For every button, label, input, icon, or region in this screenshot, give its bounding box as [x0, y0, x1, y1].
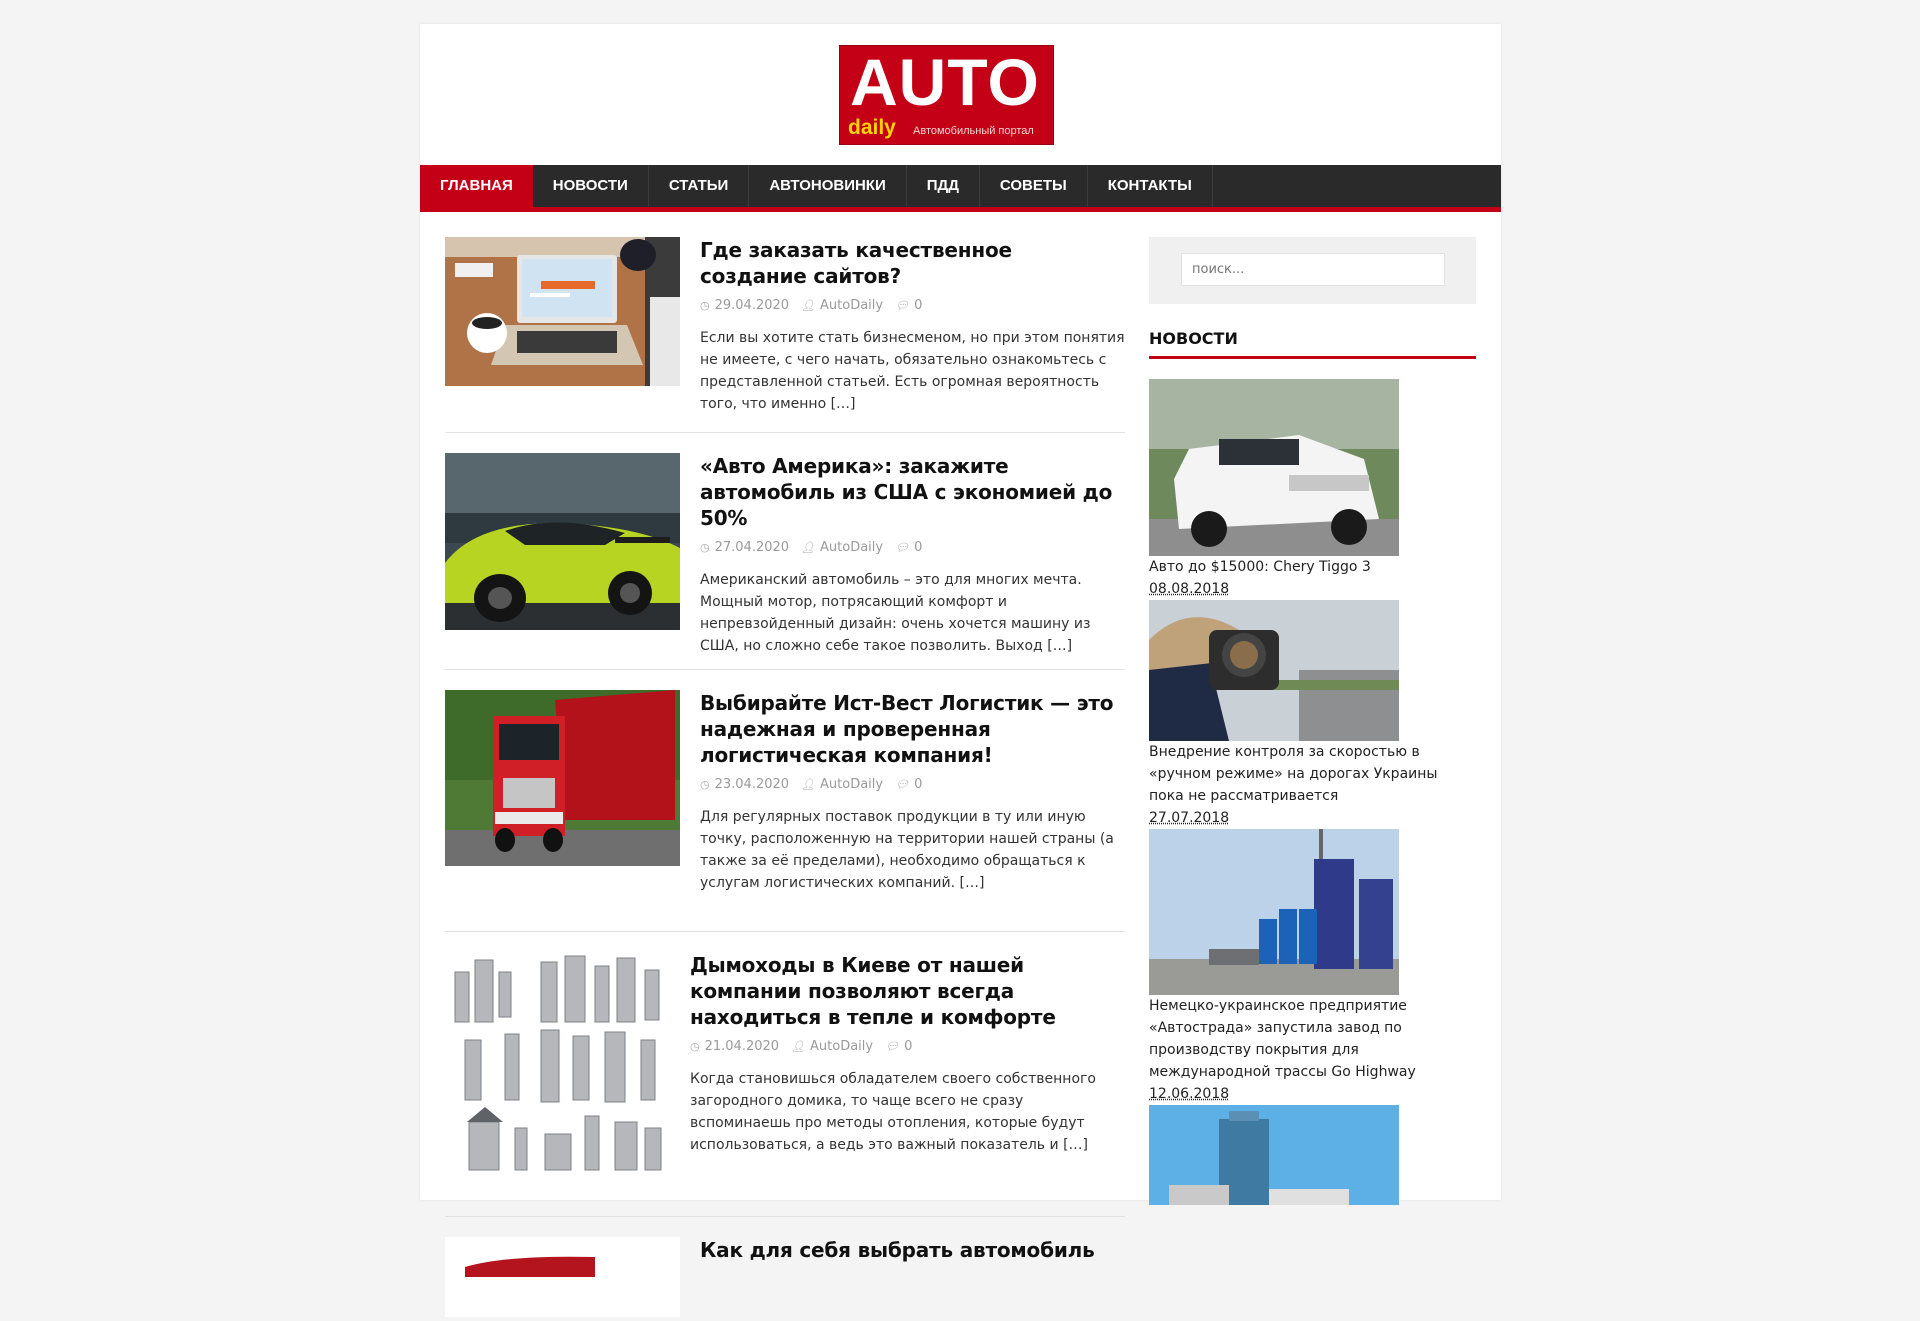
post-thumbnail-chimney-pipes[interactable] [445, 952, 680, 1178]
post-comments[interactable]: 💬︎ 0 [895, 777, 923, 792]
comment-icon: 💬︎ [895, 778, 910, 791]
clock-icon: ◷ [690, 1040, 700, 1053]
post-body [700, 690, 1125, 894]
comment-icon: 💬︎ [895, 299, 910, 312]
post-item [445, 1237, 1125, 1317]
post-item [445, 952, 1125, 1217]
news-thumbnail-factory[interactable] [1149, 829, 1399, 995]
search-input[interactable] [1181, 253, 1445, 286]
post-title[interactable]: Как для себя выбрать автомобиль [700, 1238, 1095, 1262]
post-item [445, 453, 1125, 670]
news-item [1149, 1105, 1476, 1205]
post-body [690, 952, 1125, 1156]
post-body [700, 1237, 1125, 1263]
read-more-link[interactable]: […] [1063, 1137, 1088, 1153]
nav-item-new-cars[interactable]: АВТОНОВИНКИ [749, 165, 906, 207]
logo-sub-text: daily [848, 116, 896, 139]
nav-item-contacts[interactable]: КОНТАКТЫ [1088, 165, 1213, 207]
clock-icon: ◷ [700, 299, 710, 312]
post-meta [700, 776, 1125, 794]
post-title[interactable]: Где заказать качественное создание сайтов? [700, 238, 1012, 288]
post-item [445, 690, 1125, 932]
news-date: 27.07.2018 [1149, 810, 1230, 826]
post-author[interactable]: 👤︎ AutoDaily [801, 298, 884, 313]
news-thumbnail-speed-radar[interactable] [1149, 600, 1399, 741]
nav-item-articles[interactable]: СТАТЬИ [649, 165, 750, 207]
page-container [420, 24, 1501, 1262]
post-date: ◷ 29.04.2020 [700, 298, 790, 313]
read-more-link[interactable]: […] [959, 875, 985, 891]
post-title[interactable]: Выбирайте Ист-Вест Логистик — это надежная и проверенная логистическая компания! [700, 691, 1114, 767]
post-excerpt: Если вы хотите стать бизнесменом, но при этом понятия не имеете, с чего начать, обязательно ознакомьтесь с представленной статьей. Есть огромная вероятность того, что именно […] [700, 330, 1125, 412]
post-item [445, 237, 1125, 433]
nav-item-tips[interactable]: СОВЕТЫ [980, 165, 1088, 207]
user-icon: 👤︎ [801, 299, 816, 312]
post-meta [700, 297, 1125, 315]
post-author[interactable]: 👤︎ AutoDaily [801, 540, 884, 555]
post-excerpt: Когда становишься обладателем своего собственного загородного домика, то чаще всего не сразу вспоминаешь про методы отопления, которые будут использоваться, а ведь это важный показатель и […] [690, 1071, 1096, 1153]
news-item [1149, 379, 1476, 600]
logo-main-text: AUTO [850, 45, 1040, 119]
read-more-link[interactable]: […] [830, 396, 856, 412]
news-caption[interactable]: Внедрение контроля за скоростью в «ручном режиме» на дорогах Украины пока не рассматривается [1149, 744, 1438, 804]
news-thumbnail-building[interactable] [1149, 1105, 1399, 1205]
user-icon: 👤︎ [791, 1040, 806, 1053]
news-date: 08.08.2018 [1149, 581, 1230, 597]
clock-icon: ◷ [700, 778, 710, 791]
news-widget-title: НОВОСТИ [1149, 329, 1476, 359]
news-date: 12.06.2018 [1149, 1086, 1230, 1102]
search-widget [1149, 237, 1476, 304]
post-meta [700, 539, 1125, 557]
news-caption[interactable]: Авто до $15000: Chery Tiggo 3 [1149, 559, 1371, 575]
news-item [1149, 829, 1476, 1105]
nav-item-traffic-rules[interactable]: ПДД [907, 165, 980, 207]
post-author[interactable]: 👤︎ AutoDaily [791, 1039, 874, 1054]
main-content [445, 237, 1125, 1317]
main-navigation [420, 165, 1501, 212]
post-excerpt: Американский автомобиль – это для многих мечта. Мощный мотор, потрясающий комфорт и непревзойденный дизайн: очень хочется машину из США, но сложно себе такое позволить. Выход […] [700, 572, 1091, 654]
user-icon: 👤︎ [801, 541, 816, 554]
post-thumbnail-sports-car[interactable] [445, 453, 680, 630]
post-comments[interactable]: 💬︎ 0 [895, 298, 923, 313]
post-date: ◷ 27.04.2020 [700, 540, 790, 555]
post-body [700, 453, 1125, 657]
post-meta [690, 1038, 1125, 1056]
post-title[interactable]: Дымоходы в Киеве от нашей компании позволяют всегда находиться в тепле и комфорте [690, 953, 1056, 1029]
post-comments[interactable]: 💬︎ 0 [885, 1039, 913, 1054]
comment-icon: 💬︎ [885, 1040, 900, 1053]
post-date: ◷ 23.04.2020 [700, 777, 790, 792]
post-body [700, 237, 1125, 415]
news-caption[interactable]: Немецко-украинское предприятие «Автострада» запустила завод по производству покрытия для международной трассы Go Highway [1149, 998, 1416, 1080]
news-thumbnail-suv[interactable] [1149, 379, 1399, 556]
post-thumbnail-laptop[interactable] [445, 237, 680, 386]
sidebar [1149, 237, 1476, 1205]
post-thumbnail-car[interactable] [445, 1237, 680, 1317]
post-excerpt: Для регулярных поставок продукции в ту или иную точку, расположенную на территории нашей страны (а также за её пределами), необходимо обращаться к услугам логистических компаний. […] [700, 809, 1114, 891]
clock-icon: ◷ [700, 541, 710, 554]
site-header [420, 24, 1501, 165]
read-more-link[interactable]: […] [1047, 638, 1073, 654]
post-comments[interactable]: 💬︎ 0 [895, 540, 923, 555]
site-logo[interactable] [839, 45, 1054, 145]
post-date: ◷ 21.04.2020 [690, 1039, 780, 1054]
news-list [1149, 379, 1476, 1205]
nav-item-home[interactable]: ГЛАВНАЯ [420, 165, 533, 207]
post-title[interactable]: «Авто Америка»: закажите автомобиль из США с экономией до 50% [700, 454, 1113, 530]
post-author[interactable]: 👤︎ AutoDaily [801, 777, 884, 792]
logo-tagline: Автомобильный портал [913, 125, 1034, 137]
nav-item-news[interactable]: НОВОСТИ [533, 165, 649, 207]
user-icon: 👤︎ [801, 778, 816, 791]
news-item [1149, 600, 1476, 829]
comment-icon: 💬︎ [895, 541, 910, 554]
post-thumbnail-truck[interactable] [445, 690, 680, 866]
